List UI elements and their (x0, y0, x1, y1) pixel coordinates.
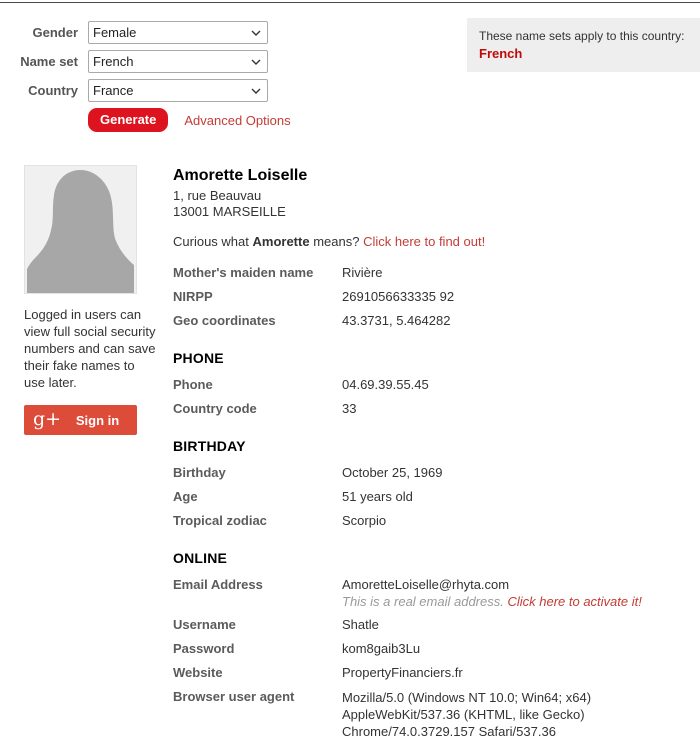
mothers-maiden-name-row: Mother's maiden name Rivière (173, 265, 383, 280)
identity-panel (173, 165, 700, 748)
age-row: Age 51 years old (173, 489, 413, 504)
nameset-select[interactable] (88, 50, 268, 73)
profile-photo (24, 165, 137, 294)
country-code-row: Country code 33 (173, 401, 357, 416)
left-column (24, 165, 157, 748)
gender-label: Gender (32, 25, 78, 40)
generate-button[interactable]: Generate (88, 108, 168, 132)
nameset-country-link[interactable]: French (479, 46, 523, 61)
ua-line-1: Mozilla/5.0 (Windows NT 10.0; Win64; x64) (342, 690, 592, 705)
password-row: Password kom8gaib3Lu (173, 641, 421, 656)
country-label: Country (28, 83, 78, 98)
name-meaning-link[interactable]: Click here to find out! (363, 234, 486, 249)
login-note: Logged in users can view full social security numbers and can save their fake names to use later. (24, 307, 156, 390)
birthday-row: Birthday October 25, 1969 (173, 465, 443, 480)
country-select-wrap (88, 79, 268, 102)
female-silhouette-icon (25, 166, 136, 293)
gender-select-wrap (88, 21, 268, 44)
ua-line-3: Chrome/74.0.3729.157 Safari/537.36 (342, 724, 556, 739)
country-row (0, 79, 700, 102)
basic-details (173, 265, 700, 329)
google-signin-button[interactable] (24, 405, 137, 435)
browser-user-agent-row: Browser user agent Mozilla/5.0 (Windows NT 10.0; Win64; x64) AppleWebKit/537.36 (KHTML, like Gecko) Chrome/74.0.3729.157 Safari/537.36 (173, 689, 592, 739)
curious-name: Amorette (252, 234, 310, 249)
address-line-1: 1, rue Beauvau (173, 188, 262, 203)
curious-prefix: Curious what (173, 234, 249, 249)
nameset-notice-text: These name sets apply to this country: (479, 29, 685, 43)
generator-header (0, 3, 700, 132)
nirpp-row: NIRPP 2691056633335 92 (173, 289, 455, 304)
name-meaning-line (173, 234, 700, 250)
website-row: Website PropertyFinanciers.fr (173, 665, 463, 680)
address-line-2: 13001 MARSEILLE (173, 204, 286, 219)
online-section-title: ONLINE (173, 550, 228, 566)
signin-label: Sign in (75, 412, 120, 428)
email-row: Email Address AmoretteLoiselle@rhyta.com This is a real email address. Click here to activate it! (173, 577, 642, 609)
activate-email-link[interactable]: Click here to activate it! (507, 594, 642, 609)
ua-line-2: AppleWebKit/537.36 (KHTML, like Gecko) (342, 707, 585, 722)
geo-coordinates-link[interactable]: 43.3731, 5.464282 (342, 313, 451, 328)
username-row: Username Shatle (173, 617, 379, 632)
nameset-label: Name set (20, 54, 78, 69)
tropical-zodiac-row: Tropical zodiac Scorpio (173, 513, 387, 528)
nameset-select-wrap (88, 50, 268, 73)
phone-section-title: PHONE (173, 350, 224, 366)
curious-suffix: means? (313, 234, 360, 249)
google-plus-icon: g+ (33, 407, 62, 430)
birthday-section-title: BIRTHDAY (173, 438, 246, 454)
email-note: This is a real email address. Click here to activate it! (342, 594, 642, 609)
profile-content (0, 165, 700, 748)
person-name: Amorette Loiselle (173, 167, 308, 184)
country-select[interactable] (88, 79, 268, 102)
form-actions (88, 108, 700, 132)
gender-select[interactable] (88, 21, 268, 44)
nameset-notice (467, 18, 700, 72)
email-address: AmoretteLoiselle@rhyta.com (342, 577, 510, 592)
geo-coordinates-row: Geo coordinates 43.3731, 5.464282 (173, 313, 451, 328)
advanced-options-link[interactable]: Advanced Options (184, 112, 291, 128)
phone-row: Phone 04.69.39.55.45 (173, 377, 429, 392)
